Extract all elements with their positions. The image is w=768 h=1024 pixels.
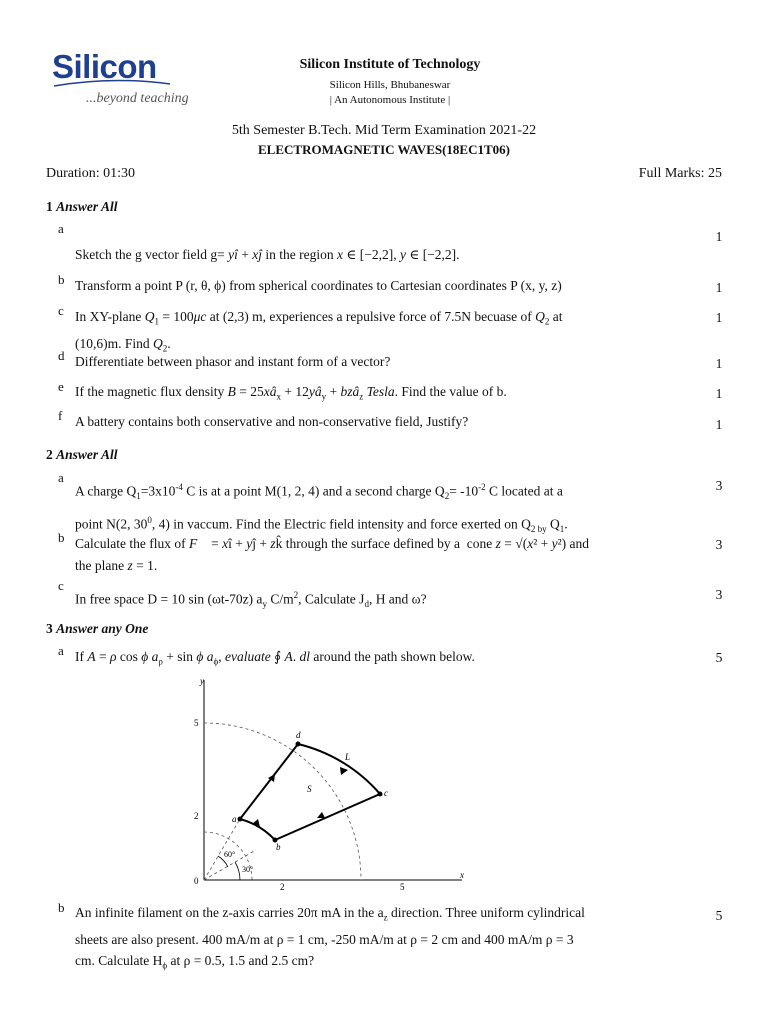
q3b-marks: 5	[715, 908, 723, 923]
section-title: Answer All	[56, 199, 118, 214]
section-1-heading	[46, 199, 118, 215]
duration: Duration: 01:30	[46, 166, 136, 181]
x-axis-label: x	[460, 870, 464, 880]
q1f-label: f	[58, 408, 63, 423]
point-d-label: d	[296, 730, 301, 740]
angle-30-label: 30°	[242, 865, 254, 874]
q1b-text: Transform a point P (r, θ, ϕ) from spherical coordinates to Cartesian coordinates P (x, y, z)	[75, 278, 562, 293]
q1f-marks: 1	[715, 417, 723, 432]
q3a-text: If A = ρ cos ϕ $a_\rho + \sin \phi$ $a_\phi$, evaluate ∮ A. dl around the path shown below.	[75, 649, 475, 667]
y-axis-label: y	[200, 676, 204, 686]
point-b-label: b	[276, 842, 281, 852]
path-figure	[180, 672, 480, 892]
q3a-marks: 5	[715, 650, 723, 665]
point-c-dot	[378, 792, 383, 797]
q1a-text: Sketch the g vector field g= yî + xĵ in the region x ∈ [−2,2], y ∈ [−2,2].	[75, 247, 460, 262]
exam-title: 5th Semester B.Tech. Mid Term Examination 2021-22	[231, 123, 537, 138]
section-3-heading	[46, 621, 148, 637]
full-marks: Full Marks: 25	[638, 166, 722, 181]
q1d-label: d	[58, 348, 65, 363]
institute-status: | An Autonomous Institute |	[329, 94, 451, 106]
path-label-L: L	[345, 752, 351, 762]
q1d-marks: 1	[715, 356, 723, 371]
point-a-label: a	[232, 814, 237, 824]
section-title: Answer any One	[56, 621, 149, 636]
section-number: 2	[46, 447, 53, 462]
point-d-dot	[296, 742, 301, 747]
q1a-label: a	[58, 221, 64, 236]
y-tick-2: 2	[194, 811, 199, 821]
q1e-label: e	[58, 379, 64, 394]
q2c-label: c	[58, 578, 64, 593]
section-number: 1	[46, 199, 53, 214]
surface-label-S: S	[307, 784, 312, 794]
q1b-label: b	[58, 272, 65, 287]
origin-label: 0	[194, 876, 199, 886]
section-title: Answer All	[56, 447, 118, 462]
q1b-marks: 1	[715, 280, 723, 295]
q2a-marks: 3	[715, 478, 723, 493]
section-number: 3	[46, 621, 53, 636]
angle-30-arc	[235, 862, 240, 880]
q2a-label: a	[58, 470, 64, 485]
institute-address: Silicon Hills, Bhubaneswar	[329, 79, 451, 91]
q3b-label: b	[58, 900, 65, 915]
logo-tagline: ...beyond teaching	[86, 91, 189, 106]
angle-60-label: 60°	[224, 850, 236, 859]
arrow-dc	[340, 767, 348, 775]
q1e-marks: 1	[715, 386, 723, 401]
q1c-marks: 1	[715, 310, 723, 325]
y-tick-5: 5	[194, 718, 199, 728]
x-tick-2: 2	[280, 882, 285, 892]
q3a-label: a	[58, 643, 64, 658]
q2c-marks: 3	[715, 587, 723, 602]
point-a-dot	[238, 817, 243, 822]
institute-name: Silicon Institute of Technology	[299, 57, 481, 72]
q1d-text: Differentiate between phasor and instant form of a vector?	[75, 354, 391, 369]
q1c-label: c	[58, 303, 64, 318]
q1c-text: In XY-plane $Q_1 = 100\mu c$ at (2,3) m, experiences a repulsive force of 7.5N becuase of $Q_2$ at (10,6)m. Find $Q_2$.	[75, 309, 563, 354]
q2b-text: Calculate the flux of F⃗ = xî + yĵ + zk̂ through the surface defined by a cone z = √(x² + y²) and the plane z = 1.	[75, 536, 590, 573]
q2b-label: b	[58, 530, 65, 545]
logo: Silicon	[52, 48, 157, 85]
point-c-label: c	[384, 788, 388, 798]
segment-c-b	[275, 794, 380, 840]
segment-a-d	[240, 744, 298, 819]
q3b-text: An infinite filament on the z-axis carries 20π mA in the $a_z$ direction. Three uniform cylindrical sheets are also present. 400 mA/m at ρ = 1 cm, -250 mA/m at ρ = 2 cm and 400 mA/m ρ = 3 cm. Calculate $H_\phi$ at ρ = 0.5, 1.5 and 2.5 cm?	[75, 905, 585, 971]
q1a-marks: 1	[715, 229, 723, 244]
x-tick-5: 5	[400, 882, 405, 892]
q2a-text: A charge $Q_1=3x10^{-4}$ C is at a point M(1, 2, 4) and a second charge $Q_2= -10^{-2}$ C located at a point N(2, $30^0$, 4) in vaccum. Find the Electric field intensity and force exerted on $Q_{2 by}$ $Q_1$.	[75, 482, 568, 535]
q2c-text: In free space D = 10 sin (ωt-70z) $a_y$ $C/m^2$, Calculate $J_d$, H and ω?	[75, 590, 427, 610]
arrow-cb	[317, 812, 325, 818]
subject-title: ELECTROMAGNETIC WAVES(18EC1T06)	[258, 142, 510, 157]
section-2-heading	[46, 447, 118, 463]
q1f-text: A battery contains both conservative and non-conservative field, Justify?	[75, 414, 469, 429]
q1e-text: If the magnetic flux density $B = 25xâ_x$ + $12yâ_y$ + bzâ$_z$ Tesla. Find the value of b.	[75, 384, 507, 402]
q2b-marks: 3	[715, 537, 723, 552]
